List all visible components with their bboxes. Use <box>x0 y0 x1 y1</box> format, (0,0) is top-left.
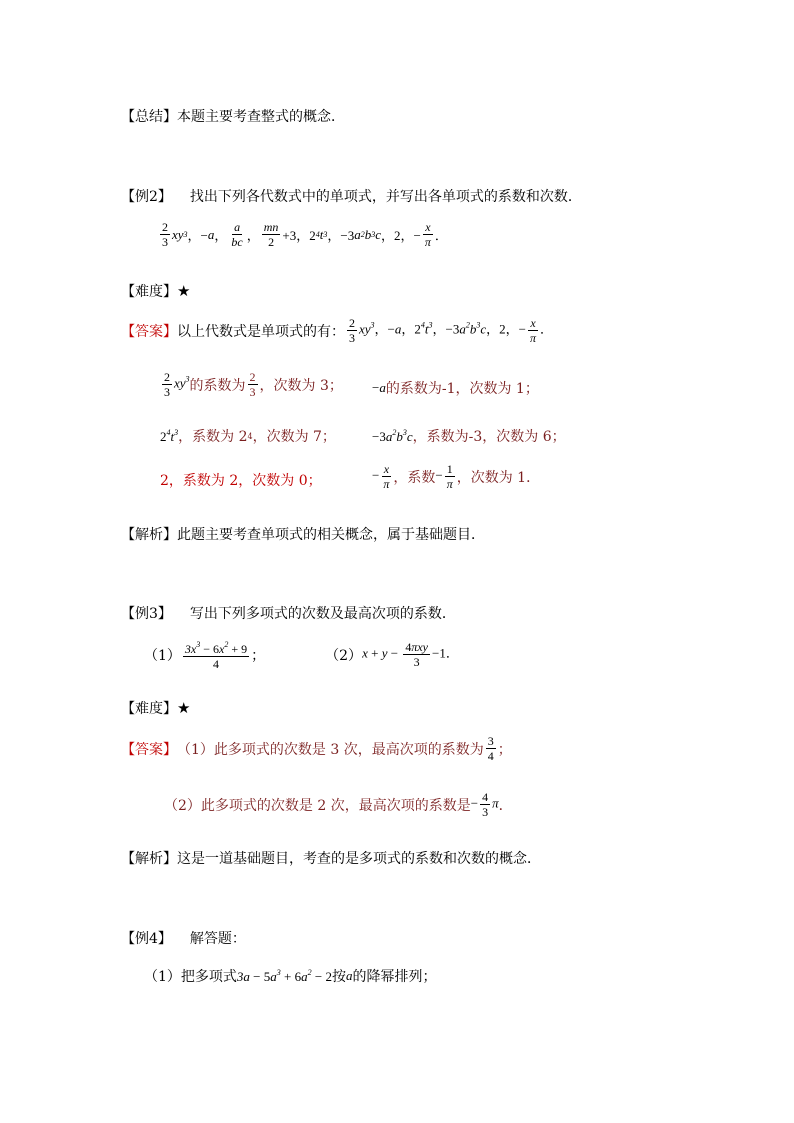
example4-item1: （1）把多项式 $3a - 5a^3 + 6a^2 - 2$ 按 a 的降幂排列； <box>144 967 437 985</box>
example3-question: 写出下列多项式的次数及最高次项的系数． <box>189 606 456 622</box>
example3-analysis: 【解析】 这是一道基础题目，考查的是多项式的系数和次数的概念． <box>121 851 541 867</box>
example4-heading: 【例4】 解答题： <box>121 931 246 947</box>
summary-line <box>121 106 345 126</box>
example3-label: 【例3】 <box>121 606 172 622</box>
example2-heading <box>121 186 582 206</box>
example2-result-1a: $\frac{2}{3}$ $xy^3$ 的系数为 $\frac{2}{3}$ ，次数为 3； <box>164 370 343 399</box>
star-icon: ★ <box>177 699 191 717</box>
example3-answer-1: 【答案】 （1）此多项式的次数是 3 次，最高次项的系数为 $\frac{3}{4}$ ； <box>121 734 512 763</box>
difficulty-label: 【难度】 <box>121 284 177 300</box>
example2-label: 【例2】 <box>121 189 172 205</box>
example3-difficulty: 【难度】 ★ <box>121 699 191 717</box>
example2-result-3a: 2，系数为 2，次数为 0； <box>160 473 322 489</box>
example2-result-2a: $2^4t^3$ ，系数为 2 4 ，次数为 7； <box>160 427 336 445</box>
example2-expressions: $\frac{2}{3}$ xy 3 ，− a ， $\frac{a}{bc}$ ， $\frac{mn}{2}$ +3，2 4 t 3 ，−3 a 2 b 3 c ，2，− $\frac{x}{\pi}$ ． <box>162 220 448 249</box>
analysis-label: 【解析】 <box>121 527 177 543</box>
star-icon: ★ <box>177 282 191 300</box>
example2-analysis <box>121 524 485 544</box>
example2-difficulty <box>121 281 190 301</box>
answer-label: 【答案】 <box>121 323 177 340</box>
summary-label: 【总结】 <box>121 109 177 125</box>
example2-result-2b: $-3a^2b^3c$ ，系数为-3，次数为 6； <box>372 427 566 445</box>
analysis-text: 此题主要考查单项式的相关概念，属于基础题目． <box>177 527 485 543</box>
example2-answer-line: 【答案】 以上代数式是单项式的有： $\frac{2}{3}$ $xy^3$，−a，$2^4t^3$，$-3a^2b^3c$，2，− $\frac{x}{\pi}$ ． <box>121 316 554 345</box>
answer-intro: 以上代数式是单项式的有： <box>177 323 345 340</box>
example2-result-3b: − $\frac{x}{\pi}$ ，系数 − $\frac{1}{\pi}$ ，次数为 1． <box>372 462 541 491</box>
example2-result-1b: −a 的系数为-1，次数为 1； <box>372 380 539 397</box>
example2-question: 找出下列各代数式中的单项式，并写出各单项式的系数和次数． <box>189 189 582 205</box>
summary-text: 本题主要考查整式的概念． <box>177 109 345 125</box>
example3-answer-2: （2）此多项式的次数是 2 次，最高次项的系数是 − $\frac{4}{3}$ π ． <box>164 790 513 819</box>
example3-heading <box>121 603 456 623</box>
example3-items: （1） $\frac{3x^3 - 6x^2 + 9}{4}$ ； （2） x + y − $\frac{\text{4πxy}}{3}$ −1． <box>144 640 459 671</box>
